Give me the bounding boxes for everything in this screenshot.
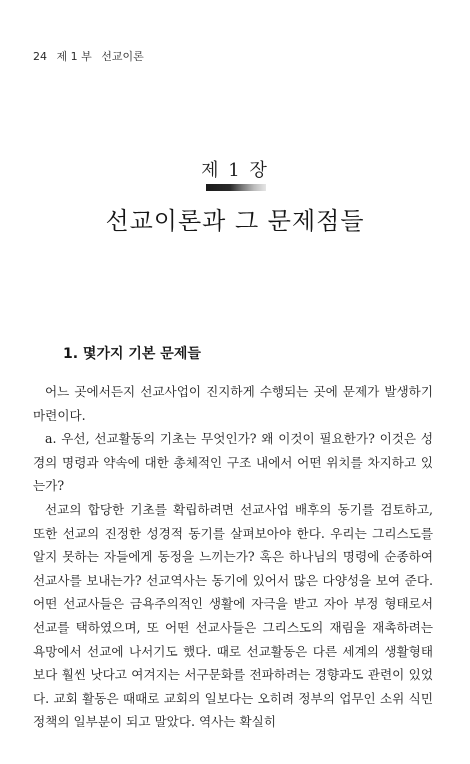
- chapter-label: 제 1 장: [201, 160, 269, 181]
- chapter-title: 선교이론과 그 문제점들: [105, 207, 365, 235]
- running-head: [33, 48, 150, 64]
- running-head-part: 제 1 부: [56, 50, 92, 63]
- chapter-divider: [206, 184, 266, 191]
- page-number: 24: [33, 50, 47, 63]
- body-text: [33, 380, 433, 734]
- paragraph: a. 우선, 선교활동의 기초는 무엇인가? 왜 이것이 필요한가? 이것은 성경의 명령과 약속에 대한 총체적인 구조 내에서 어떤 위치를 차지하고 있는가?: [33, 431, 433, 494]
- running-head-section: 선교이론: [101, 50, 144, 63]
- paragraph: 선교의 합당한 기초를 확립하려면 선교사업 배후의 동기를 검토하고, 또한 선교의 진정한 성경적 동기를 살펴보아야 한다. 우리는 그리스도를 알지 못하는 자들에게 동정을 느끼는가? 혹은 하나님의 명령에 순종하여 선교사를 보내는가? 선교역사는 동기에 있어서 많은 다양성을 보여 준다. 어떤 선교사들은 금욕주의적인 생활에 자극을 받고 자아 부정 형태로서 선교를 택하였으며, 또 어떤 선교사들은 그리스도의 재림을 재촉하려는 욕망에서 선교에 나서기도 했다. 때로 선교활동은 다른 세계의 생활형태보다 훨씬 낫다고 여겨지는 서구문화를 전파하려는 경향과도 관련이 있었다. 교회 활동은 때때로 교회의 일보다는 오히려 정부의 업무인 소위 식민정책의 일부분이 되고 말았다. 역사는 확실히: [33, 501, 433, 730]
- paragraph: 어느 곳에서든지 선교사업이 진지하게 수행되는 곳에 문제가 발생하기 마련이다.: [33, 384, 433, 423]
- section-heading: 1. 몇가지 기본 문제들: [63, 346, 201, 362]
